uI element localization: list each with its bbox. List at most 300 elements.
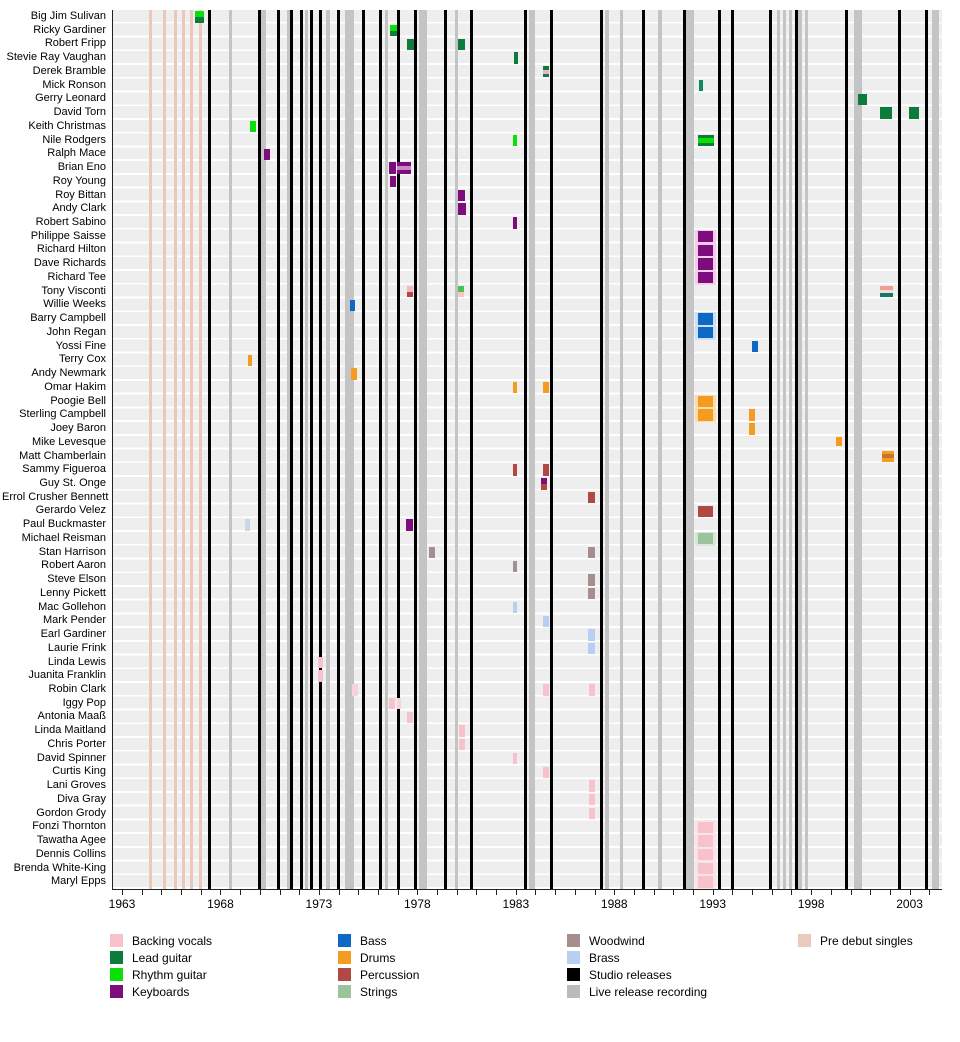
- participation-block: [698, 258, 713, 269]
- block-stripe: [318, 657, 323, 668]
- live-recording-line: [529, 10, 535, 889]
- legend-item-label: Drums: [360, 951, 396, 965]
- block-stripe: [543, 382, 549, 393]
- axis-tick: [240, 890, 241, 895]
- participation-block: [588, 547, 595, 558]
- live-recording-line: [419, 10, 427, 889]
- legend-item: [110, 985, 330, 999]
- participation-block: [429, 547, 435, 558]
- row-label: Gerardo Velez: [35, 504, 106, 517]
- axis-tick: [280, 890, 281, 895]
- row-label: Laurie Frink: [47, 641, 106, 654]
- axis-tick: [929, 890, 930, 895]
- block-stripe: [250, 121, 256, 132]
- participation-block: [698, 245, 713, 256]
- row-label: Maryl Epps: [50, 875, 106, 888]
- legend-item: [338, 951, 558, 965]
- participation-block: [397, 162, 411, 173]
- axis-tick: [614, 890, 615, 895]
- participation-block: [541, 478, 547, 489]
- axis-tick: [417, 890, 418, 895]
- legend-swatch: [338, 985, 351, 998]
- block-stripe: [588, 629, 595, 640]
- studio-release-line: [683, 10, 686, 889]
- participation-block: [245, 519, 250, 530]
- studio-release-line: [444, 10, 447, 889]
- axis-tick: [220, 890, 221, 895]
- participation-block: [589, 794, 595, 805]
- participation-block: [264, 149, 270, 160]
- axis-tick: [851, 890, 852, 895]
- studio-release-line: [769, 10, 772, 889]
- block-stripe: [513, 382, 517, 393]
- participation-block: [698, 835, 713, 846]
- block-stripe: [698, 533, 713, 544]
- studio-release-line: [925, 10, 928, 889]
- row-label: Lenny Pickett: [39, 586, 106, 599]
- block-stripe: [698, 409, 713, 420]
- block-stripe: [589, 684, 595, 695]
- participation-block: [698, 863, 713, 874]
- participation-block: [698, 327, 713, 338]
- block-stripe: [698, 231, 713, 242]
- block-stripe: [588, 643, 595, 654]
- participation-block: [749, 423, 755, 434]
- block-stripe: [390, 176, 396, 187]
- participation-block: [698, 506, 713, 517]
- block-stripe: [698, 863, 713, 874]
- live-recording-line: [385, 10, 388, 889]
- participation-block: [588, 643, 595, 654]
- row-label: Errol Crusher Bennett: [2, 490, 109, 503]
- row-label: Big Jim Sulivan: [30, 10, 106, 22]
- block-stripe: [698, 143, 714, 146]
- axis-tick: [457, 890, 458, 895]
- block-stripe: [698, 327, 713, 338]
- participation-block: [406, 519, 413, 530]
- block-stripe: [459, 725, 465, 736]
- studio-release-line: [550, 10, 553, 889]
- axis-year-label: 1988: [600, 897, 628, 911]
- participation-block: [699, 80, 703, 91]
- axis-year-label: 1978: [403, 897, 431, 911]
- block-stripe: [397, 170, 411, 174]
- axis-tick: [910, 890, 911, 895]
- axis-tick: [870, 890, 871, 895]
- row-label: Lani Groves: [46, 779, 106, 792]
- studio-release-line: [337, 10, 340, 889]
- block-stripe: [390, 31, 397, 37]
- participation-block: [589, 684, 595, 695]
- axis-tick: [713, 890, 714, 895]
- axis-year-label: 1968: [207, 897, 234, 911]
- axis-tick: [654, 890, 655, 895]
- block-stripe: [543, 74, 549, 78]
- axis-tick: [299, 890, 300, 895]
- row-label: Poogie Bell: [50, 394, 106, 407]
- participation-block: [882, 451, 894, 462]
- block-stripe: [543, 464, 549, 475]
- row-label: Dennis Collins: [35, 847, 106, 860]
- legend-swatch: [338, 951, 351, 964]
- participation-block: [589, 808, 595, 819]
- participation-block: [513, 602, 517, 613]
- row-label: John Regan: [46, 325, 106, 338]
- row-label: Mike Levesque: [32, 435, 106, 448]
- block-stripe: [407, 292, 413, 298]
- legend-swatch: [110, 985, 123, 998]
- participation-block: [752, 341, 758, 352]
- block-stripe: [698, 506, 713, 517]
- legend-item-label: Rhythm guitar: [132, 968, 207, 982]
- row-label: Tony Visconti: [41, 284, 106, 297]
- participation-block: [698, 876, 713, 887]
- block-stripe: [541, 484, 547, 490]
- studio-release-line: [290, 10, 293, 889]
- block-stripe: [588, 492, 595, 503]
- legend-swatch: [567, 951, 580, 964]
- legend-item: [567, 951, 787, 965]
- participation-block: [390, 176, 396, 187]
- axis-tick: [358, 890, 359, 895]
- legend-item: [567, 934, 787, 948]
- participation-block: [543, 382, 549, 393]
- axis-tick: [732, 890, 733, 895]
- row-label: Brian Eno: [57, 161, 106, 174]
- block-stripe: [698, 876, 713, 887]
- row-label: Curtis King: [52, 765, 106, 778]
- axis-tick: [319, 890, 320, 895]
- legend-item-label: Backing vocals: [132, 934, 213, 948]
- row-label: Richard Hilton: [36, 243, 106, 256]
- block-stripe: [513, 217, 517, 228]
- block-stripe: [458, 190, 465, 201]
- axis-tick: [595, 890, 596, 895]
- legend-item-label: Bass: [360, 934, 387, 948]
- row-label: Tawatha Agee: [36, 834, 106, 847]
- participation-block: [407, 712, 413, 723]
- legend-item: [338, 985, 558, 999]
- studio-release-line: [208, 10, 211, 889]
- block-stripe: [858, 94, 867, 105]
- row-label: Mick Ronson: [42, 78, 106, 91]
- participation-block: [459, 739, 465, 750]
- axis-year-label: 1993: [699, 897, 727, 911]
- row-label: Mac Gollehon: [38, 600, 106, 613]
- row-label: Roy Bittan: [55, 188, 106, 201]
- block-stripe: [458, 292, 464, 298]
- participation-block: [543, 767, 549, 778]
- axis-tick: [161, 890, 162, 895]
- participation-block: [589, 780, 595, 791]
- row-label: David Torn: [53, 106, 106, 119]
- participation-block: [407, 286, 413, 297]
- row-label: Linda Maitland: [34, 724, 106, 737]
- row-label: Gerry Leonard: [35, 92, 106, 105]
- participation-block: [880, 107, 892, 118]
- participation-block: [248, 355, 252, 366]
- participation-block: [698, 396, 713, 407]
- participation-block: [698, 533, 713, 544]
- row-label: Stevie Ray Vaughan: [6, 51, 106, 64]
- block-stripe: [543, 767, 549, 778]
- participation-block: [514, 52, 518, 63]
- legend-item-label: Pre debut singles: [820, 934, 913, 948]
- block-stripe: [880, 293, 893, 297]
- axis-tick: [555, 890, 556, 895]
- participation-block: [397, 698, 401, 709]
- row-label: Michael Reisman: [21, 531, 106, 544]
- participation-block: [588, 629, 595, 640]
- block-stripe: [588, 574, 595, 585]
- studio-release-line: [600, 10, 603, 889]
- block-stripe: [589, 794, 595, 805]
- block-stripe: [588, 588, 595, 599]
- live-recording-line: [305, 10, 308, 889]
- studio-release-line: [258, 10, 261, 889]
- legend-swatch: [110, 968, 123, 981]
- studio-release-line: [397, 10, 400, 889]
- legend-item-label: Woodwind: [589, 934, 645, 948]
- participation-block: [513, 561, 517, 572]
- axis-tick: [752, 890, 753, 895]
- legend-swatch: [110, 934, 123, 947]
- participation-block: [513, 464, 517, 475]
- legend-swatch: [567, 985, 580, 998]
- live-recording-line: [229, 10, 232, 889]
- row-label: Iggy Pop: [62, 696, 106, 709]
- block-stripe: [264, 149, 270, 160]
- block-stripe: [513, 602, 517, 613]
- row-label: Barry Campbell: [30, 312, 106, 325]
- participation-block: [407, 39, 414, 50]
- block-stripe: [513, 753, 517, 764]
- block-stripe: [458, 39, 465, 50]
- row-label: Diva Gray: [57, 792, 106, 805]
- block-stripe: [699, 80, 703, 91]
- row-label: Robert Aaron: [41, 559, 106, 572]
- legend-item: [110, 968, 330, 982]
- axis-tick: [811, 890, 812, 895]
- block-stripe: [698, 245, 713, 256]
- row-label: Linda Lewis: [47, 655, 106, 668]
- live-recording-line: [658, 10, 662, 889]
- live-recording-line: [932, 10, 939, 889]
- block-stripe: [836, 437, 842, 446]
- block-stripe: [195, 17, 204, 23]
- axis-tick: [398, 890, 399, 895]
- participation-block: [389, 698, 395, 709]
- axis-tick: [693, 890, 694, 895]
- block-stripe: [698, 258, 713, 269]
- pre-debut-single-line: [163, 10, 166, 889]
- axis-year-label: 1983: [502, 897, 530, 911]
- row-label: Brenda White-King: [13, 861, 106, 874]
- row-label: Guy St. Onge: [39, 476, 106, 489]
- row-label: Willie Weeks: [43, 298, 106, 311]
- live-recording-line: [326, 10, 330, 889]
- block-stripe: [248, 355, 252, 366]
- legend-item: [338, 968, 558, 982]
- legend-swatch: [338, 934, 351, 947]
- participation-block: [698, 849, 713, 860]
- axis-tick: [516, 890, 517, 895]
- live-recording-line: [620, 10, 623, 889]
- row-label: Richard Tee: [47, 270, 106, 283]
- participation-block: [195, 11, 204, 22]
- row-label: Nile Rodgers: [42, 133, 106, 146]
- studio-release-line: [898, 10, 901, 889]
- row-label: Gordon Grody: [36, 806, 106, 819]
- participation-block: [458, 190, 465, 201]
- live-recording-line: [686, 10, 694, 889]
- block-stripe: [429, 547, 435, 558]
- axis-tick: [260, 890, 261, 895]
- legend-item-label: Studio releases: [589, 968, 672, 982]
- block-stripe: [909, 107, 919, 118]
- row-label: Robin Clark: [48, 682, 106, 695]
- participation-block: [513, 753, 517, 764]
- legend-item-label: Lead guitar: [132, 951, 193, 965]
- axis-tick: [378, 890, 379, 895]
- block-stripe: [589, 808, 595, 819]
- axis-tick: [122, 890, 123, 895]
- axis-year-label: 1963: [108, 897, 136, 911]
- pre-debut-single-line: [182, 10, 185, 889]
- axis-tick: [201, 890, 202, 895]
- live-recording-line: [345, 10, 354, 889]
- participation-block: [543, 684, 549, 695]
- participation-block: [749, 409, 755, 420]
- block-stripe: [749, 423, 755, 434]
- axis-tick: [673, 890, 674, 895]
- row-label: Paul Buckmaster: [22, 518, 106, 531]
- axis-tick: [772, 890, 773, 895]
- axis-tick: [575, 890, 576, 895]
- block-stripe: [407, 39, 414, 50]
- block-stripe: [406, 519, 413, 530]
- block-stripe: [513, 561, 517, 572]
- studio-release-line: [642, 10, 645, 889]
- participation-block: [588, 574, 595, 585]
- block-stripe: [749, 409, 755, 420]
- live-recording-line: [798, 10, 802, 889]
- participation-block: [390, 25, 397, 36]
- studio-release-line: [319, 10, 322, 889]
- studio-release-line: [731, 10, 734, 889]
- studio-release-line: [718, 10, 721, 889]
- block-stripe: [318, 670, 323, 681]
- participation-block: [880, 286, 893, 297]
- participation-block: [543, 464, 549, 475]
- row-label: Juanita Franklin: [28, 669, 106, 682]
- axis-tick: [181, 890, 182, 895]
- row-label: Ricky Gardiner: [33, 23, 106, 36]
- studio-release-line: [414, 10, 417, 889]
- block-stripe: [752, 341, 758, 352]
- row-label: Antonia Maaß: [37, 710, 106, 723]
- studio-release-line: [845, 10, 848, 889]
- legend-item: [567, 968, 787, 982]
- block-stripe: [588, 547, 595, 558]
- axis-tick: [890, 890, 891, 895]
- participation-block: [698, 409, 713, 420]
- studio-release-line: [470, 10, 473, 889]
- block-stripe: [514, 52, 518, 63]
- row-label: Chris Porter: [47, 737, 106, 750]
- live-recording-line: [854, 10, 862, 889]
- participation-block: [698, 231, 713, 242]
- participation-block: [458, 286, 464, 297]
- row-label: Yossi Fine: [55, 339, 106, 352]
- legend-item: [110, 934, 330, 948]
- block-stripe: [698, 822, 713, 833]
- block-stripe: [350, 300, 355, 311]
- row-label: Sammy Figueroa: [22, 463, 106, 476]
- axis-tick: [437, 890, 438, 895]
- row-label: Omar Hakim: [44, 380, 106, 393]
- block-stripe: [513, 464, 517, 475]
- legend-item: [567, 985, 787, 999]
- legend-item: [798, 934, 960, 948]
- studio-release-line: [310, 10, 313, 889]
- row-label: Stan Harrison: [38, 545, 106, 558]
- row-label: Derek Bramble: [32, 64, 106, 77]
- axis-tick: [535, 890, 536, 895]
- participation-block: [458, 203, 466, 214]
- row-label: Keith Christmas: [28, 119, 106, 132]
- participation-block: [858, 94, 867, 105]
- row-label: Philippe Saisse: [30, 229, 106, 242]
- block-stripe: [698, 396, 713, 407]
- block-stripe: [459, 739, 465, 750]
- row-label: Joey Baron: [50, 422, 106, 435]
- row-label: Fonzi Thornton: [32, 820, 106, 833]
- participation-block: [698, 272, 713, 283]
- row-label: Roy Young: [52, 174, 106, 187]
- row-label: Steve Elson: [47, 573, 106, 586]
- row-label: Robert Sabino: [35, 216, 106, 229]
- participation-block: [513, 135, 517, 146]
- participation-block: [318, 657, 323, 668]
- participation-block: [588, 588, 595, 599]
- block-stripe: [352, 684, 358, 695]
- axis-tick: [496, 890, 497, 895]
- axis-tick: [634, 890, 635, 895]
- participation-block: [352, 684, 358, 695]
- row-label: Terry Cox: [58, 353, 106, 366]
- block-stripe: [698, 272, 713, 283]
- legend-item-label: Strings: [360, 985, 398, 999]
- participation-block: [836, 437, 842, 446]
- block-stripe: [389, 162, 396, 173]
- pre-debut-single-line: [199, 10, 202, 889]
- row-label: Ralph Mace: [47, 147, 106, 160]
- legend-item-label: Live release recording: [589, 985, 708, 999]
- live-recording-line: [455, 10, 458, 889]
- axis-year-label: 2003: [896, 897, 923, 911]
- timeline-plot-area: [112, 10, 942, 890]
- block-stripe: [351, 368, 357, 379]
- legend-item: [338, 934, 558, 948]
- axis-tick: [476, 890, 477, 895]
- row-label: Earl Gardiner: [40, 628, 106, 641]
- participation-block: [698, 822, 713, 833]
- block-stripe: [698, 835, 713, 846]
- block-stripe: [543, 684, 549, 695]
- legend-item-label: Percussion: [360, 968, 420, 982]
- participation-block: [459, 725, 465, 736]
